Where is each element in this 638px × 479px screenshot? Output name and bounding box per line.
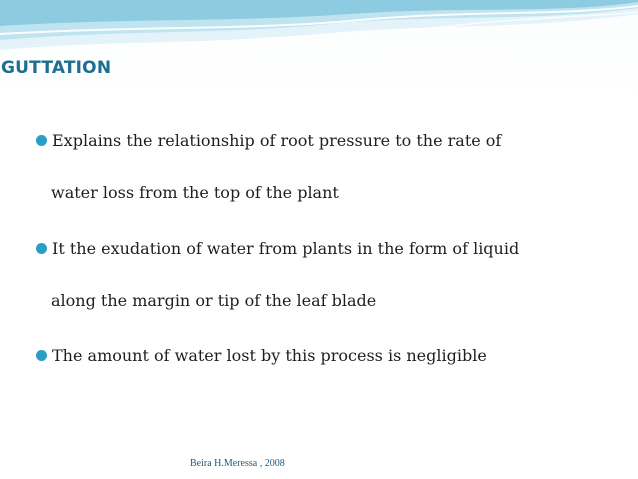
bullet-3-text-line-1: The amount of water lost by this process is negligible — [52, 346, 487, 365]
bullet-item-2 — [36, 239, 519, 258]
bullet-1-text-line-2: water loss from the top of the plant — [51, 183, 339, 202]
slide-footer: Beira H.Meressa , 2008 — [190, 458, 285, 469]
bullet-2-text-line-2: along the margin or tip of the leaf blade — [51, 291, 377, 310]
bullet-2-text-line-1: It the exudation of water from plants in the form of liquid — [52, 239, 520, 258]
bullet-marker-icon — [36, 350, 47, 361]
bullet-item-3 — [36, 346, 487, 365]
bullet-marker-icon — [36, 243, 47, 254]
bullet-1-text-line-1: Explains the relationship of root pressure to the rate of — [52, 131, 502, 150]
slide-title: GUTTATION — [1, 58, 112, 78]
bullet-marker-icon — [36, 135, 47, 146]
header-wave-decoration — [0, 0, 638, 60]
bullet-item-1 — [36, 131, 501, 150]
bullet-item-1-continuation — [36, 183, 339, 202]
bullet-item-2-continuation — [36, 291, 376, 310]
